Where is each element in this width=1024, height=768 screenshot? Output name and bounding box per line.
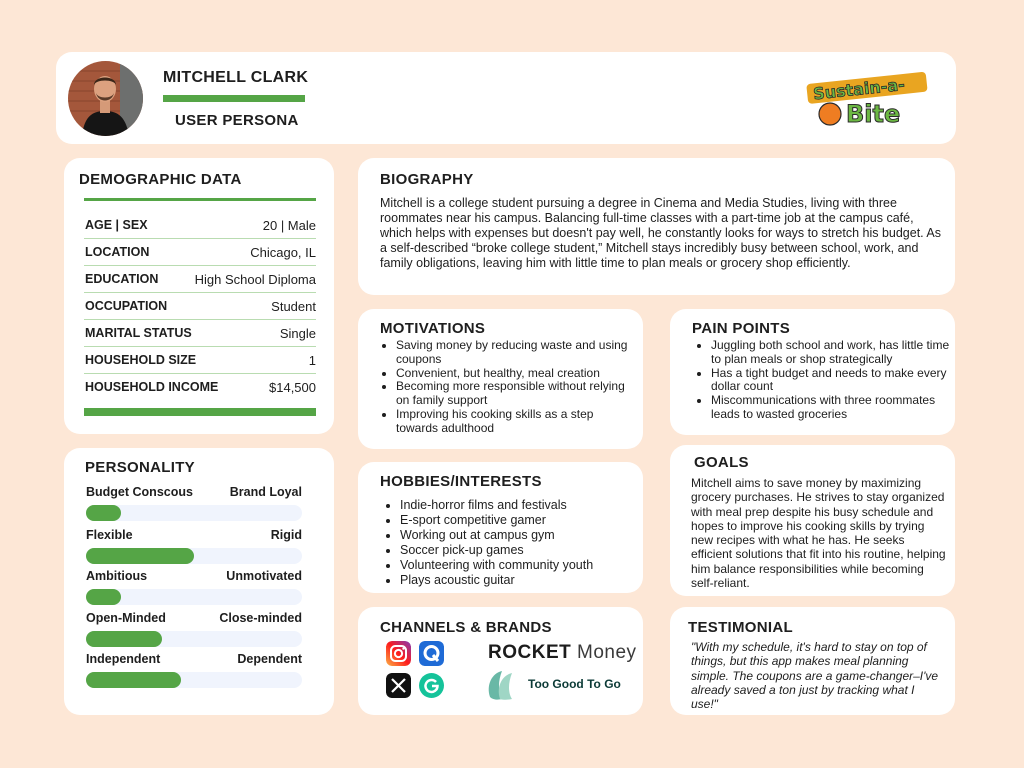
rocket-money-logo [488,642,637,664]
trait-right-label: Brand Loyal [229,485,302,499]
demo-row-occupation [84,293,316,320]
testimonial-title: TESTIMONIAL [688,619,793,636]
trait-slider-fill [86,589,121,605]
trait-independent [86,652,302,688]
trait-flexible [86,528,302,564]
motivations-list [382,339,636,436]
demo-value: 20 | Male [262,217,316,233]
sustain-a-bite-logo [806,70,932,128]
quicken-icon [419,641,444,666]
too-good-to-go-icon [486,669,526,701]
demo-label: EDUCATION [85,272,159,286]
list-item: • Improving his cooking skills as a step towards adulthood [396,408,636,436]
name-underline [163,95,305,102]
list-item: • Convenient, but healthy, meal creation [396,367,636,381]
goals-title: GOALS [694,454,749,471]
list-item: • Saving money by reducing waste and using coupons [396,339,636,367]
personality-title: PERSONALITY [85,459,195,476]
avatar [68,61,143,136]
testimonial-card [670,607,955,715]
motivations-title: MOTIVATIONS [380,320,486,337]
trait-left-label: Ambitious [86,569,148,583]
pain-points-card [670,309,955,435]
trait-slider-fill [86,548,194,564]
demo-value: Single [279,325,316,341]
channels-title: CHANNELS & BRANDS [380,619,552,636]
trait-budget [86,485,302,521]
demo-row-age-sex [84,212,316,239]
trait-ambitious [86,569,302,605]
trait-right-label: Unmotivated [226,569,302,583]
demo-label: AGE | SEX [85,218,148,232]
list-item: • Has a tight budget and needs to make every dollar count [711,367,951,395]
trait-slider-fill [86,631,162,647]
biography-title: BIOGRAPHY [380,171,474,188]
hobbies-card [358,462,643,593]
list-item: • Becoming more responsible without relying on family support [396,380,636,408]
trait-slider-fill [86,505,121,521]
biography-card [358,158,955,295]
list-item: • Juggling both school and work, has little time to plan meals or shop strategically [711,339,951,367]
too-good-to-go-logo [486,669,636,701]
demo-label: OCCUPATION [85,299,168,313]
list-item: • Plays acoustic guitar [400,573,645,588]
trait-slider-track [86,505,302,521]
list-item: • Working out at campus gym [400,528,645,543]
persona-subtitle: USER PERSONA [175,112,299,129]
demographic-divider [84,198,316,201]
demo-value: 1 [308,352,316,368]
hobbies-list [386,498,645,588]
channels-card [358,607,643,715]
list-item: • Miscommunications with three roommates leads to wasted groceries [711,394,951,422]
demographic-card [64,158,334,434]
hobbies-title: HOBBIES/INTERESTS [380,473,542,490]
trait-open-minded [86,611,302,647]
trait-left-label: Budget Conscous [86,485,193,499]
biography-text: Mitchell is a college student pursuing a degree in Cinema and Media Studies, living with three roommates near his campus. Balancing full-time classes with a part-time job at the campus café, which helps with expenses but doesn't pay well, he constantly looks for ways to stretch his budget. As a self-described “broke college student,” Mitchell stays incredibly busy between school, work, and family obligations, leaving him with little time to plan meals or grocery shop efficiently. [380,196,942,270]
tgtg-text: Too Good To Go [528,677,621,691]
header-card [56,52,956,144]
logo-text-sustain: Sustain-a- [812,74,906,104]
demo-row-location [84,239,316,266]
grammarly-icon [419,673,444,698]
testimonial-text: "With my schedule, it's hard to stay on top of things, but this app makes meal planning simple. The coupons are a game-changer–I've already saved a ton just by tracking what I use!" [691,640,939,712]
motivations-card [358,309,643,449]
money-word: Money [577,642,637,663]
trait-left-label: Independent [86,652,161,666]
pain-points-list [697,339,951,422]
demo-value: High School Diploma [194,271,316,287]
trait-right-label: Rigid [270,528,302,542]
list-item: • Indie-horror films and festivals [400,498,645,513]
trait-slider-track [86,672,302,688]
goals-card [670,445,955,596]
logo-text-bite: Bite [846,100,901,128]
instagram-icon [386,641,411,666]
trait-slider-track [86,631,302,647]
demographic-bottom-bar [84,408,316,416]
pain-points-title: PAIN POINTS [692,320,791,337]
trait-slider-fill [86,672,181,688]
personality-card [64,448,334,715]
demographic-rows [84,212,316,400]
demo-value: Chicago, IL [250,244,316,260]
demographic-title: DEMOGRAPHIC DATA [79,171,242,188]
demo-row-household-size [84,347,316,374]
list-item: • Volunteering with community youth [400,558,645,573]
demo-row-marital-status [84,320,316,347]
rocket-word: ROCKET [488,642,572,663]
demo-row-education [84,266,316,293]
demo-value: $14,500 [269,379,316,395]
demo-label: MARITAL STATUS [85,326,192,340]
demo-value: Student [271,298,316,314]
persona-name: MITCHELL CLARK [163,69,309,86]
list-item: • Soccer pick-up games [400,543,645,558]
x-icon [386,673,411,698]
demo-label: HOUSEHOLD INCOME [85,380,219,394]
trait-left-label: Open-Minded [86,611,166,625]
goals-text: Mitchell aims to save money by maximizing grocery purchases. He strives to stay organized with meal prep despite his busy schedule and hopes to improve his cooking skills by trying new recipes with what he has. He seeks efficient solutions that fit into his routine, helping him balance responsibilities while becoming self-reliant. [691,476,946,591]
trait-slider-track [86,548,302,564]
list-item: • E-sport competitive gamer [400,513,645,528]
trait-right-label: Dependent [237,652,302,666]
demo-label: LOCATION [85,245,150,259]
demo-row-household-income [84,374,316,400]
demo-label: HOUSEHOLD SIZE [85,353,197,367]
trait-left-label: Flexible [86,528,133,542]
trait-right-label: Close-minded [219,611,302,625]
trait-slider-track [86,589,302,605]
